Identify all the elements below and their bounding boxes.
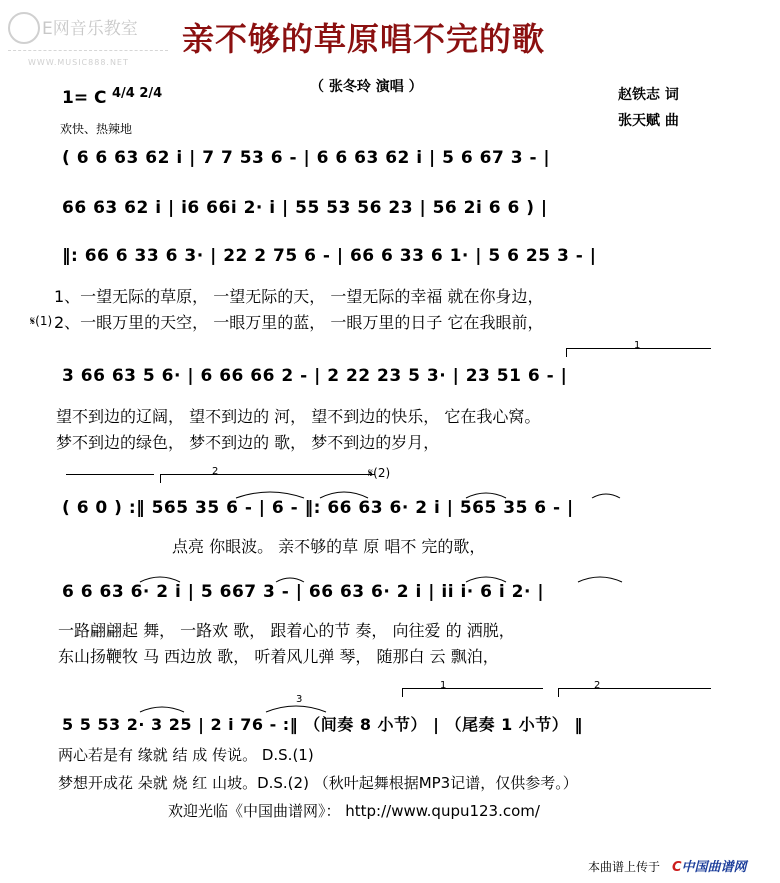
score-row-2: 66 63 62 i | i6 66i 2· i | 55 53 56 23 | 56 2i 6 6 ) | — [62, 198, 548, 218]
lyric-row-7-verse-1: 两心若是有 缘就 结 成 传说。 D.S.(1) — [58, 746, 314, 764]
score-row-1: ( 6 6 63 62 i | 7 7 53 6 - | 6 6 63 62 i | 5 6 67 3 - | — [62, 148, 551, 168]
site-logo: C中国曲谱网 — [672, 860, 747, 875]
slur-group — [140, 492, 622, 712]
lyricist-credit: 赵铁志 词 — [618, 87, 679, 103]
site-invitation: 欢迎光临《中国曲谱网》： http://www.qupu123.com/ — [168, 802, 540, 820]
singer-credit: （ 张冬玲 演唱 ） — [310, 79, 423, 95]
score-row-4: 3 66 63 5 6· | 6 66 66 2 - | 2 22 23 5 3· | 23 51 6 - | — [62, 366, 568, 386]
lyric-row-6-verse-1: 一路翩翩起 舞， 一路欢 歌， 跟着心的节 奏， 向往爱 的 洒脱， — [58, 621, 515, 640]
watermark-url: WWW.MUSIC888.NET — [28, 58, 129, 67]
score-row-5: ( 6 0 ) :‖ 565 35 6 - | 6 - ‖: 66 63 6· 2 i | 565 35 6 - | — [62, 498, 574, 518]
slur-2 — [320, 492, 368, 498]
score-row-3: ‖: 66 6 33 6 3· | 22 2 75 6 - | 66 6 33 6 1· | 5 6 25 3 - | — [62, 246, 597, 266]
lyric-row-4-verse-2: 梦不到边的绿色， 梦不到边的 歌， 梦不到边的岁月， — [56, 433, 440, 452]
lyric-row-7-verse-2: 梦想开成花 朵就 烧 红 山坡。D.S.(2) （秋叶起舞根据MP3记谱，仅供参考。） — [58, 774, 578, 792]
volta-label-row7-1: 1 — [440, 680, 447, 691]
lyric-row-3-verse-1: 1、一望无际的草原， 一望无际的天， 一望无际的幸福 就在你身边， — [54, 287, 544, 306]
volta-label-1: 1 — [634, 340, 641, 351]
slur-5 — [140, 577, 180, 582]
segno-2: 𝄋(2) — [368, 466, 391, 480]
slur-4 — [592, 494, 620, 498]
site-logo-text: 中国曲谱网 — [681, 860, 747, 875]
slur-9 — [140, 707, 184, 712]
slur-3 — [466, 493, 506, 498]
slur-8 — [578, 577, 622, 582]
slur-10 — [266, 706, 326, 712]
time-signature: 4/4 2/4 — [112, 86, 163, 101]
lyric-row-4-verse-1: 望不到边的辽阔， 望不到边的 河， 望不到边的快乐， 它在我心窝。 — [56, 407, 541, 426]
song-title: 亲不够的草原唱不完的歌 — [182, 20, 546, 58]
triplet-label: 3 — [296, 694, 303, 705]
segno-1: 𝄋(1) — [30, 314, 53, 328]
tempo-marking: 欢快、热辣地 — [60, 122, 133, 136]
slur-1 — [236, 492, 304, 498]
score-row-6: 6 6 63 6· 2 i | 5 667 3 - | 66 63 6· 2 i | ii i· 6 i 2· | — [62, 582, 545, 602]
slur-7 — [466, 577, 506, 582]
key-signature: 1= C — [62, 88, 107, 108]
lyric-row-3-verse-2: 2、一眼万里的天空， 一眼万里的蓝， 一眼万里的日子 它在我眼前， — [54, 313, 544, 332]
lyric-row-6-verse-2: 东山扬鞭牧 马 西边放 歌， 听着风儿弹 琴， 随那白 云 飘泊， — [58, 647, 499, 666]
upload-note: 本曲谱上传于 — [588, 860, 661, 874]
lyric-row-5: 点亮 你眼波。 亲不够的草 原 唱不 完的歌， — [172, 537, 486, 556]
watermark-site: E网音乐教室 — [42, 19, 138, 39]
composer-credit: 张天赋 曲 — [618, 113, 679, 129]
slur-6 — [276, 578, 304, 582]
score-row-7: 5 5 53 2· 3 25 | 2 i 76 - :‖ （间奏 8 小节） | （尾奏 1 小节） ‖ — [62, 715, 583, 734]
volta-label-2: 2 — [212, 466, 219, 477]
volta-label-row7-2: 2 — [594, 680, 601, 691]
